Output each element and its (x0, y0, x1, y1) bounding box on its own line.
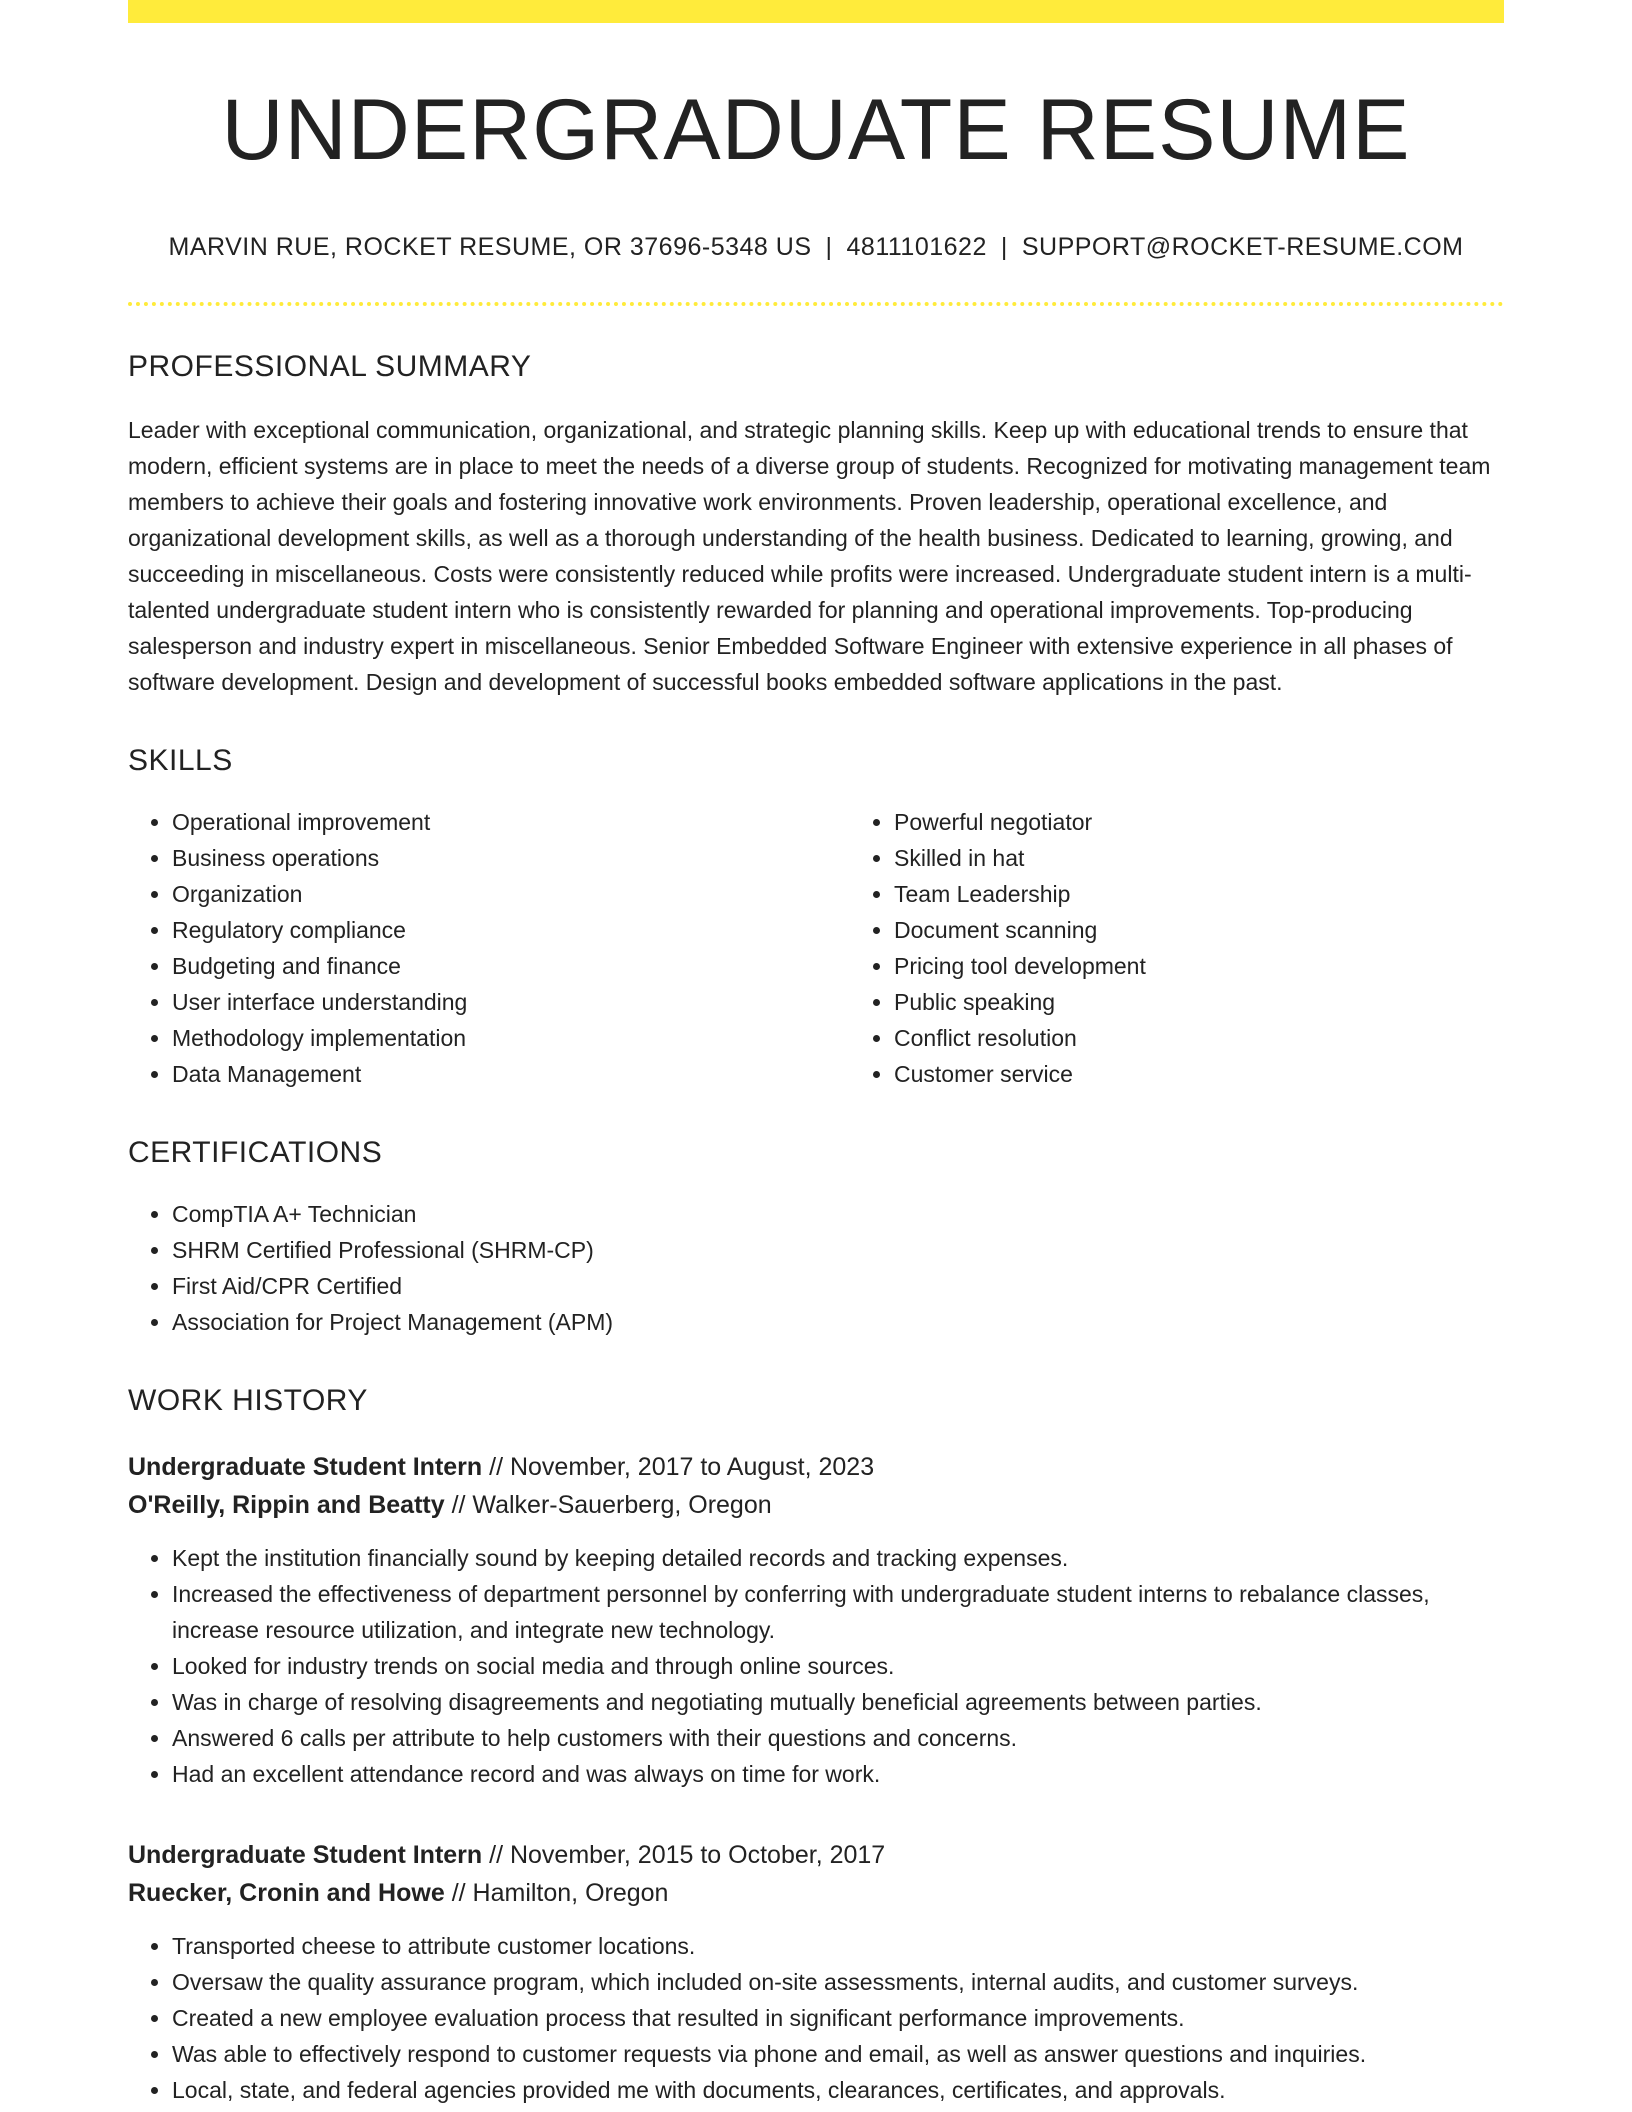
certification-item: • CompTIA A+ Technician (172, 1196, 1504, 1232)
job-bullets (128, 1928, 1504, 2108)
job-bullets (128, 1540, 1504, 1792)
dotted-divider (128, 302, 1504, 306)
job-location: // Hamilton, Oregon (444, 1878, 669, 1907)
skills-heading: SKILLS (128, 743, 233, 777)
summary-text: Leader with exceptional communication, organizational, and strategic planning skills. Keep up with educational trends to ensure that modern, efficient systems are in place to meet the needs of a diverse group of students. Recognized for motivating management team members to achieve their goals and fostering innovative work environments. Proven leadership, operational excellence, and organizational development skills, as well as a thorough understanding of the health business. Dedicated to learning, growing, and succeeding in miscellaneous. Costs were consistently reduced while profits were increased. Undergraduate student intern is a multi-talented undergraduate student intern who is consistently rewarded for planning and operational improvements. Top-producing salesperson and industry expert in miscellaneous. Senior Embedded Software Engineer with extensive experience in all phases of software development. Design and development of successful books embedded software applications in the past. (128, 416, 1491, 695)
certifications-section (128, 1136, 1504, 1340)
resume-page (128, 0, 1504, 2108)
job-entry (128, 1448, 1504, 1792)
summary-heading: PROFESSIONAL SUMMARY (128, 349, 532, 383)
resume-title: UNDERGRADUATE RESUME (221, 82, 1411, 178)
skill-item: • Regulatory compliance (172, 912, 850, 948)
job-title-line (128, 1836, 1504, 1874)
job-bullet: • Increased the effectiveness of department personnel by conferring with undergraduate student interns to rebalance classes, increase resource utilization, and integrate new technology. (172, 1576, 1504, 1648)
skill-item: • Document scanning (894, 912, 1504, 948)
certifications-list (128, 1196, 1504, 1340)
certification-item: • First Aid/CPR Certified (172, 1268, 1504, 1304)
certifications-heading: CERTIFICATIONS (128, 1135, 383, 1169)
skill-item: • Methodology implementation (172, 1020, 850, 1056)
job-bullet: • Was in charge of resolving disagreements and negotiating mutually beneficial agreements between parties. (172, 1684, 1504, 1720)
skill-item: • Business operations (172, 840, 850, 876)
skill-item: • Powerful negotiator (894, 804, 1504, 840)
job-bullet: • Kept the institution financially sound by keeping detailed records and tracking expenses. (172, 1540, 1504, 1576)
job-bullet: • Looked for industry trends on social media and through online sources. (172, 1648, 1504, 1684)
job-company-line (128, 1486, 1504, 1524)
job-bullet: • Transported cheese to attribute customer locations. (172, 1928, 1504, 1964)
job-company: O'Reilly, Rippin and Beatty (128, 1490, 445, 1519)
top-accent-bar (128, 0, 1504, 23)
skill-item: • Data Management (172, 1056, 850, 1092)
job-dates: // November, 2017 to August, 2023 (482, 1452, 875, 1481)
skill-item: • Customer service (894, 1056, 1504, 1092)
job-title: Undergraduate Student Intern (128, 1840, 483, 1869)
job-bullet: • Was able to effectively respond to customer requests via phone and email, as well as answer questions and inquiries. (172, 2036, 1504, 2072)
job-entry (128, 1836, 1504, 2108)
skills-columns (128, 804, 1504, 1092)
job-title: Undergraduate Student Intern (128, 1452, 483, 1481)
skill-item: • Operational improvement (172, 804, 850, 840)
job-bullet: • Oversaw the quality assurance program, which included on-site assessments, internal audits, and customer surveys. (172, 1964, 1504, 2000)
skill-item: • Skilled in hat (894, 840, 1504, 876)
certification-item: • SHRM Certified Professional (SHRM-CP) (172, 1232, 1504, 1268)
job-bullet: • Local, state, and federal agencies provided me with documents, clearances, certificates, and approvals. (172, 2072, 1504, 2108)
summary-section (128, 350, 1504, 700)
certification-item: • Association for Project Management (APM) (172, 1304, 1504, 1340)
skill-item: • Budgeting and finance (172, 948, 850, 984)
job-dates: // November, 2015 to October, 2017 (482, 1840, 886, 1869)
contact-phone: 4811101622 (846, 232, 987, 261)
job-location: // Walker-Sauerberg, Oregon (444, 1490, 772, 1519)
work-history-heading: WORK HISTORY (128, 1383, 368, 1417)
skill-item: • Public speaking (894, 984, 1504, 1020)
contact-address: MARVIN RUE, ROCKET RESUME, OR 37696-5348 US (168, 232, 812, 261)
contact-separator: | (825, 232, 833, 261)
job-company: Ruecker, Cronin and Howe (128, 1878, 445, 1907)
skill-item: • Conflict resolution (894, 1020, 1504, 1056)
job-title-line (128, 1448, 1504, 1486)
job-bullet: • Created a new employee evaluation process that resulted in significant performance improvements. (172, 2000, 1504, 2036)
skill-item: • Organization (172, 876, 850, 912)
job-company-line (128, 1874, 1504, 1912)
skill-item: • Team Leadership (894, 876, 1504, 912)
skills-list-left (128, 804, 850, 1092)
skill-item: • User interface understanding (172, 984, 850, 1020)
work-history-section (128, 1384, 1504, 2108)
contact-email: SUPPORT@ROCKET-RESUME.COM (1021, 232, 1464, 261)
contact-line (128, 233, 1504, 262)
job-bullet: • Answered 6 calls per attribute to help customers with their questions and concerns. (172, 1720, 1504, 1756)
job-bullet: • Had an excellent attendance record and was always on time for work. (172, 1756, 1504, 1792)
contact-separator: | (1000, 232, 1008, 261)
skills-list-right (850, 804, 1504, 1092)
skills-section (128, 744, 1504, 1092)
skill-item: • Pricing tool development (894, 948, 1504, 984)
